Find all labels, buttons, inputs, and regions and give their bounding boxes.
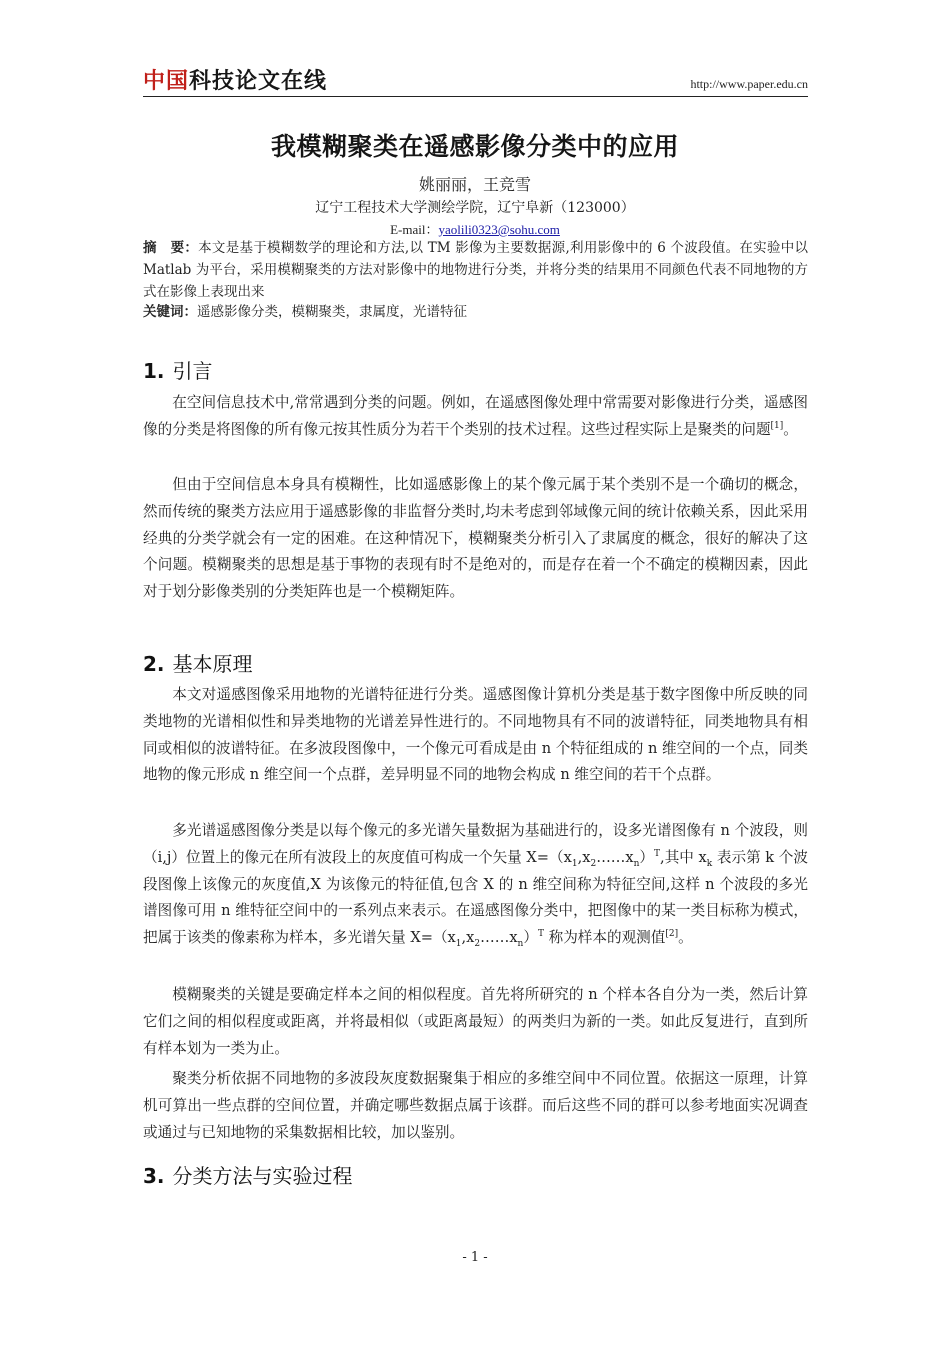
section-1-paragraph-1 [143, 390, 808, 444]
abstract-text: 本文是基于模糊数学的理论和方法,以 TM 影像为主要数据源,利用影像中的 6 个波段值。在实验中以 Matlab 为平台，采用模糊聚类的方法对影像中的地物进行分类，并将分类的结果用不同颜色代表不同地物的方式在影像上表现出来 [143, 240, 809, 300]
email-line [0, 219, 950, 238]
section-1-paragraph-2: 但由于空间信息本身具有模糊性，比如遥感影像上的某个像元属于某个类别不是一个确切的概念，然而传统的聚类方法应用于遥感影像的非监督分类时,均未考虑到邻域像元间的统计依赖关系，因此采用经典的分类学就会有一定的困难。在这种情况下，模糊聚类分析引入了隶属度的概念，很好的解决了这个问题。模糊聚类的思想是基于事物的表现有时不是绝对的，而是存在着一个不确定的模糊因素，因此对于划分影像类别的分类矩阵也是一个模糊矩阵。 [143, 476, 808, 601]
paragraph-end: 。 [783, 420, 798, 438]
section-title: 分类方法与实验过程 [172, 1164, 353, 1188]
text-run: ） [523, 929, 538, 947]
section-2-paragraph-3: 模糊聚类的关键是要确定样本之间的相似程度。首先将所研究的 n 个样本各自分为一类，然后计算它们之间的相似程度或距离，并将最相似（或距离最短）的两类归为新的一类。如此反复进行，直到所有样本划为一类为止。 [143, 986, 808, 1057]
page-header [143, 60, 808, 97]
text-run: ,x [577, 848, 591, 866]
section-2-paragraph-1: 本文对遥感图像采用地物的光谱特征进行分类。遥感图像计算机分类是基于数字图像中所反映的同类地物的光谱相似性和异类地物的光谱差异性进行的。不同地物具有不同的波谱特征，同类地物具有相同或相似的波谱特征。在多波段图像中，一个像元可看成是由 n 个特征组成的 n 维空间的一个点，同类地物的像元形成 n 维空间一个点群，差异明显不同的地物会构成 n 维空间的若干个点群。 [143, 686, 808, 784]
section-heading-3 [143, 1160, 353, 1189]
text-run: 表示第 k 个波段图像上该像元的灰度值,X 为该像元的特征值,包含 X 的 n 维空间称为特征空间,这样 n 个波段的多光谱图像可用 n 维特征空间中的一系列点来表示。在遥感图像分类中，把图像中的某一类目标称为模式，把属于该类的像素称为样本，多光谱矢量 X=（x [143, 848, 808, 947]
text-run: ……x [480, 929, 518, 947]
subscript: 2 [474, 939, 481, 950]
paragraph-text: 在空间信息技术中,常常遇到分类的问题。例如，在遥感图像处理中常需要对影像进行分类，遥感图像的分类是将图像的所有像元按其性质分为若干个类别的技术过程。这些过程实际上是聚类的问题 [143, 394, 808, 438]
section-number: 3. [143, 1164, 165, 1188]
logo-black-text: 科技论文在线 [189, 69, 328, 94]
email-link[interactable]: yaolili0323@sohu.com [438, 222, 560, 237]
text-run: ……x [596, 848, 634, 866]
abstract-label: 摘 要： [143, 240, 199, 256]
text-run: 多光谱遥感图像分类是以每个像元的多光谱矢量数据为基础进行的，设多光谱图像有 n 个波段，则（i,j）位置上的像元在所有波段上的灰度值可构成一个矢量 X=（x [143, 822, 808, 866]
keywords-text: 遥感影像分类，模糊聚类，隶属度，光谱特征 [197, 304, 467, 320]
paper-affiliation: 辽宁工程技术大学测绘学院，辽宁阜新（123000） [315, 200, 635, 216]
section-title: 引言 [172, 359, 213, 383]
site-url[interactable]: http://www.paper.edu.cn [690, 77, 808, 91]
section-number: 2. [143, 652, 165, 676]
subscript: k [706, 858, 713, 869]
subscript: 2 [590, 858, 597, 869]
keywords-label: 关键词： [143, 304, 197, 320]
keywords [143, 301, 808, 323]
superscript: T [537, 929, 544, 940]
subscript: 1 [571, 858, 578, 869]
subscript: n [633, 858, 640, 869]
section-2-paragraph-2 [143, 818, 808, 952]
text-run: ,其中 x [660, 848, 707, 866]
superscript: T [654, 848, 661, 859]
email-label: E-mail： [390, 222, 439, 237]
section-2-paragraph-4: 聚类分析依据不同地物的多波段灰度数据聚集于相应的多维空间中不同位置。依据这一原理，计算机可算出一些点群的空间位置，并确定哪些数据点属于该群。而后这些不同的群可以参考地面实况调查或通过与已知地物的采集数据相比较，加以鉴别。 [143, 1070, 808, 1141]
subscript: n [517, 939, 524, 950]
paper-authors: 姚丽丽，王竞雪 [418, 175, 531, 194]
text-run: ） [639, 848, 655, 866]
text-run: 称为样本的观测值 [543, 929, 666, 947]
abstract [143, 237, 808, 303]
section-heading-2 [143, 648, 253, 677]
section-number: 1. [143, 359, 165, 383]
section-title: 基本原理 [172, 652, 253, 676]
subscript: 1 [455, 939, 462, 950]
text-run: ,x [461, 929, 475, 947]
text-run: 。 [678, 929, 693, 947]
site-logo[interactable] [143, 64, 327, 95]
section-heading-1 [143, 355, 213, 384]
citation-ref: [1] [770, 420, 784, 431]
paper-title: 我模糊聚类在遥感影像分类中的应用 [270, 132, 679, 161]
page-number: - 1 - [462, 1250, 488, 1265]
logo-red-text: 中国 [143, 69, 190, 94]
citation-ref: [2] [665, 929, 679, 940]
